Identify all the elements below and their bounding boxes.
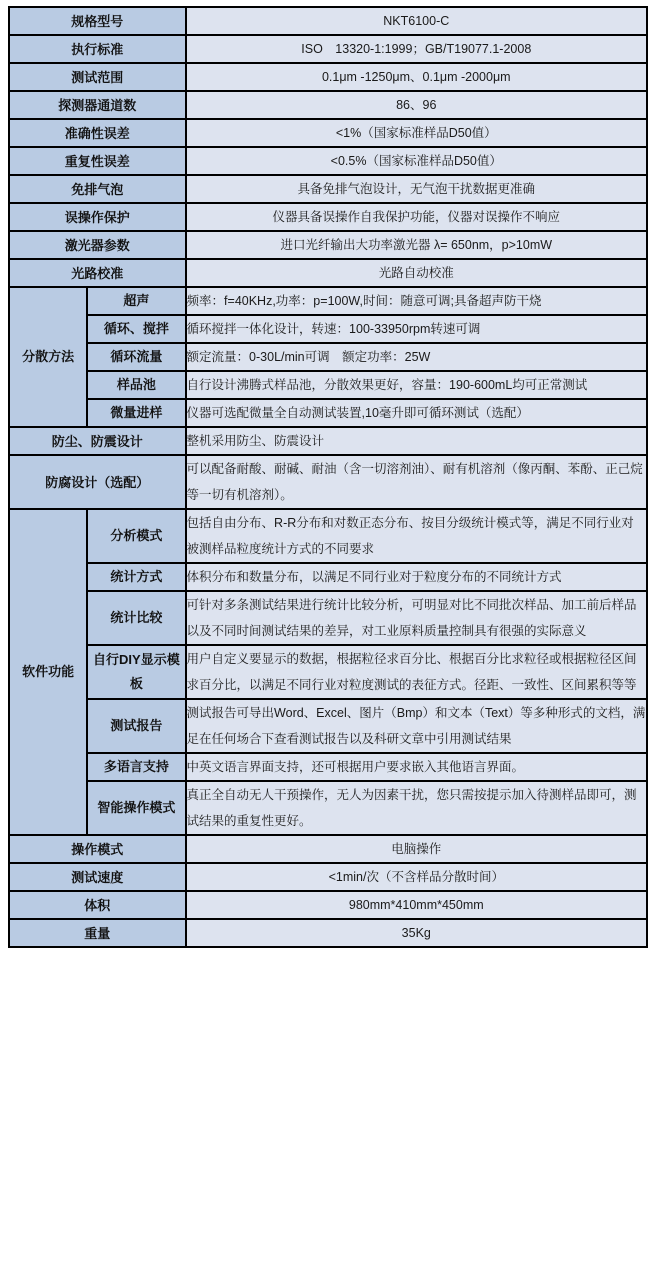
row-label: 重量	[9, 919, 186, 947]
row-value: 光路自动校准	[186, 259, 647, 287]
table-row	[9, 231, 647, 259]
row-label: 激光器参数	[9, 231, 186, 259]
row-sublabel: 超声	[87, 287, 185, 315]
table-row-software	[9, 509, 647, 563]
group-label-software: 软件功能	[9, 509, 87, 835]
row-value: 中英文语言界面支持，还可根据用户要求嵌入其他语言界面。	[186, 753, 647, 781]
table-row	[9, 119, 647, 147]
row-sublabel: 统计方式	[87, 563, 185, 591]
table-row	[9, 835, 647, 863]
row-value: 体积分布和数量分布，以满足不同行业对于粒度分布的不同统计方式	[186, 563, 647, 591]
row-label: 准确性误差	[9, 119, 186, 147]
row-sublabel: 循环流量	[87, 343, 185, 371]
row-value: 980mm*410mm*450mm	[186, 891, 647, 919]
row-sublabel: 分析模式	[87, 509, 185, 563]
table-row-software	[9, 753, 647, 781]
row-label: 重复性误差	[9, 147, 186, 175]
row-sublabel: 统计比较	[87, 591, 185, 645]
row-value: 86、96	[186, 91, 647, 119]
row-value: 具备免排气泡设计，无气泡干扰数据更准确	[186, 175, 647, 203]
specification-table	[8, 6, 648, 948]
row-label: 测试速度	[9, 863, 186, 891]
row-sublabel: 循环、搅拌	[87, 315, 185, 343]
row-value: 用户自定义要显示的数据，根据粒径求百分比、根据百分比求粒径或根据粒径区间求百分比，以满足不同行业对粒度测试的表征方式。径距、一致性、区间累积等等	[186, 645, 647, 699]
table-row	[9, 259, 647, 287]
row-label: 免排气泡	[9, 175, 186, 203]
table-row	[9, 35, 647, 63]
row-value: 进口光纤输出大功率激光器 λ= 650nm，p>10mW	[186, 231, 647, 259]
table-row	[9, 919, 647, 947]
row-label: 防腐设计（选配）	[9, 455, 186, 509]
row-value: NKT6100-C	[186, 7, 647, 35]
row-value: <0.5%（国家标准样品D50值）	[186, 147, 647, 175]
table-row	[9, 203, 647, 231]
table-row-software	[9, 563, 647, 591]
table-row-software	[9, 699, 647, 753]
table-row-dispersion	[9, 371, 647, 399]
row-value: 电脑操作	[186, 835, 647, 863]
row-label: 规格型号	[9, 7, 186, 35]
table-row	[9, 147, 647, 175]
row-value: ISO 13320-1:1999；GB/T19077.1-2008	[186, 35, 647, 63]
row-sublabel: 样品池	[87, 371, 185, 399]
table-row-dispersion	[9, 343, 647, 371]
row-value: 仪器具备误操作自我保护功能，仪器对误操作不响应	[186, 203, 647, 231]
row-value: 测试报告可导出Word、Excel、图片（Bmp）和文本（Text）等多种形式的文档，满足在任何场合下查看测试报告以及科研文章中引用测试结果	[186, 699, 647, 753]
row-label: 防尘、防震设计	[9, 427, 186, 455]
table-row	[9, 863, 647, 891]
row-label: 执行标准	[9, 35, 186, 63]
table-row-dispersion	[9, 287, 647, 315]
row-label: 探测器通道数	[9, 91, 186, 119]
row-value: 35Kg	[186, 919, 647, 947]
row-value: 循环搅拌一体化设计，转速：100-33950rpm转速可调	[186, 315, 647, 343]
row-value: 真正全自动无人干预操作，无人为因素干扰，您只需按提示加入待测样品即可，测试结果的重复性更好。	[186, 781, 647, 835]
row-value: 可针对多条测试结果进行统计比较分析，可明显对比不同批次样品、加工前后样品以及不同时间测试结果的差异，对工业原料质量控制具有很强的实际意义	[186, 591, 647, 645]
table-row-software	[9, 645, 647, 699]
row-value: <1%（国家标准样品D50值）	[186, 119, 647, 147]
row-value: 额定流量：0-30L/min可调 额定功率：25W	[186, 343, 647, 371]
row-value: 自行设计沸腾式样品池，分散效果更好，容量：190-600mL均可正常测试	[186, 371, 647, 399]
row-sublabel: 微量进样	[87, 399, 185, 427]
row-label: 误操作保护	[9, 203, 186, 231]
row-sublabel: 多语言支持	[87, 753, 185, 781]
table-row-software	[9, 781, 647, 835]
row-label: 光路校准	[9, 259, 186, 287]
table-row-dispersion	[9, 399, 647, 427]
table-row	[9, 427, 647, 455]
table-row	[9, 175, 647, 203]
row-value: 仪器可选配微量全自动测试装置,10毫升即可循环测试（选配）	[186, 399, 647, 427]
table-row	[9, 891, 647, 919]
table-row	[9, 63, 647, 91]
row-label: 测试范围	[9, 63, 186, 91]
table-row	[9, 91, 647, 119]
table-row	[9, 7, 647, 35]
table-row-dispersion	[9, 315, 647, 343]
row-value: 整机采用防尘、防震设计	[186, 427, 647, 455]
row-value: <1min/次（不含样品分散时间）	[186, 863, 647, 891]
row-value: 频率：f=40KHz,功率：p=100W,时间：随意可调;具备超声防干烧	[186, 287, 647, 315]
spec-table-body	[9, 7, 647, 947]
table-row	[9, 455, 647, 509]
row-label: 操作模式	[9, 835, 186, 863]
group-label-dispersion: 分散方法	[9, 287, 87, 427]
row-sublabel: 测试报告	[87, 699, 185, 753]
table-row-software	[9, 591, 647, 645]
row-sublabel: 自行DIY显示模板	[87, 645, 185, 699]
row-sublabel: 智能操作模式	[87, 781, 185, 835]
row-value: 包括自由分布、R-R分布和对数正态分布、按目分级统计模式等，满足不同行业对被测样品粒度统计方式的不同要求	[186, 509, 647, 563]
row-value: 可以配备耐酸、耐碱、耐油（含一切溶剂油）、耐有机溶剂（像丙酮、苯酚、正己烷等一切有机溶剂）。	[186, 455, 647, 509]
row-label: 体积	[9, 891, 186, 919]
row-value: 0.1μm -1250μm、0.1μm -2000μm	[186, 63, 647, 91]
